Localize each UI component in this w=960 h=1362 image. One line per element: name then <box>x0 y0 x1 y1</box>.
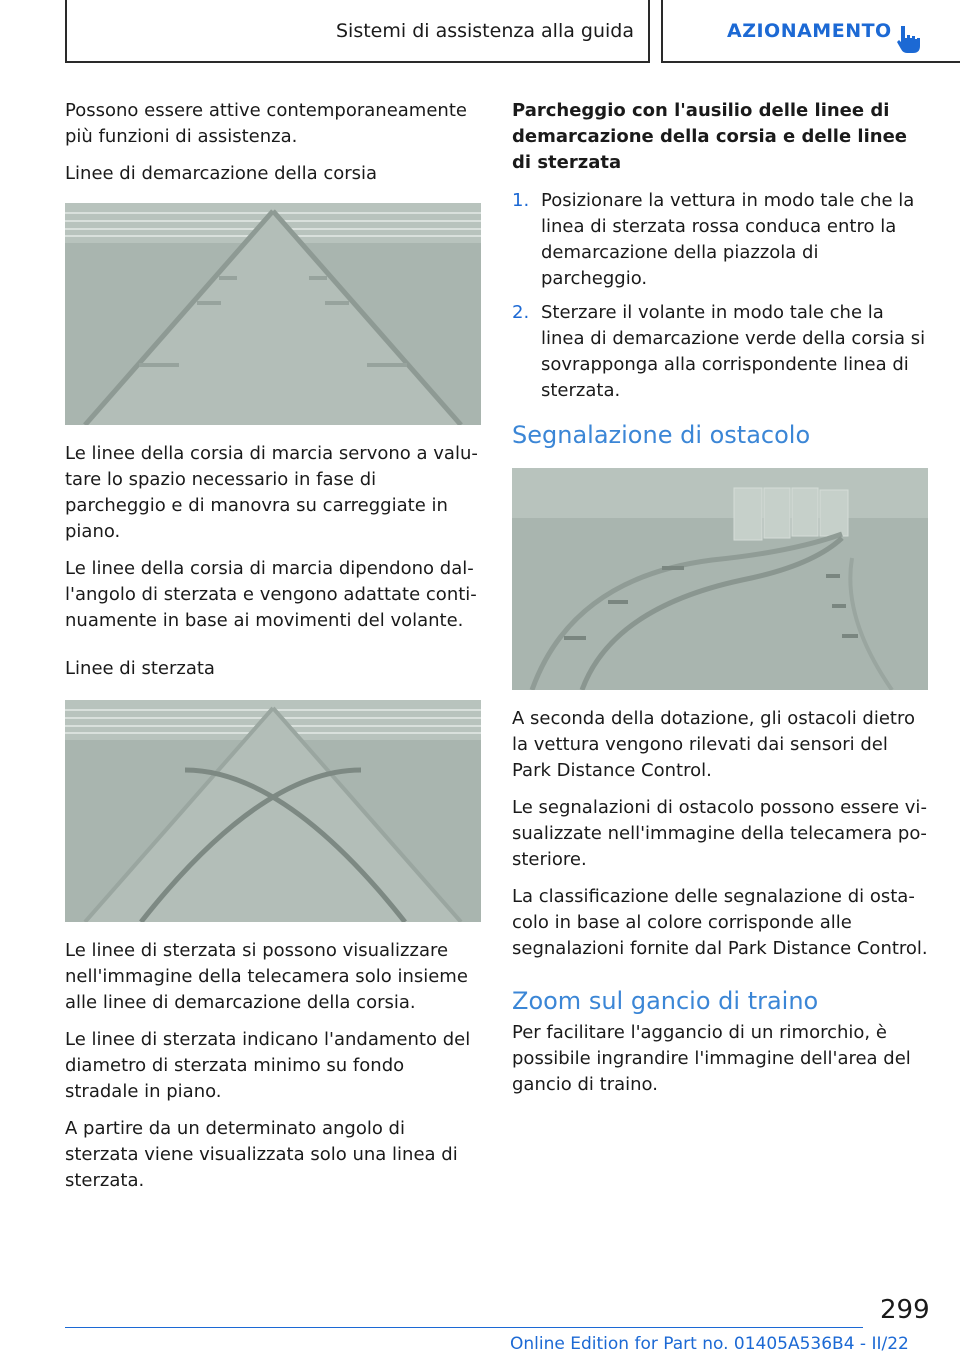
intro-paragraph: Possono essere attive contemporaneamente più funzioni di assistenza. <box>65 100 467 147</box>
list-item <box>512 188 928 292</box>
parking-heading: Parcheggio con l'ausilio delle linee di demarcazione della corsia e delle linee di sterzata <box>512 100 907 173</box>
step-text: Sterzare il volante in modo tale che la linea di demarcazione verde della corsia si sovrapponga alla corrispondente linea di sterzata. <box>541 302 926 401</box>
left-column <box>65 98 481 1205</box>
pointing-hand-icon <box>895 24 921 54</box>
steering-lines-paragraph-3: A partire da un determinato angolo di sterzata viene visualizzata solo una linea di sterzata. <box>65 1118 458 1191</box>
zoom-heading: Zoom sul gancio di traino <box>512 987 819 1015</box>
lane-lines-paragraph-2: Le linee della corsia di marcia dipendono dall'angolo di sterzata e vengono adattate continuamente in base ai movimenti del volante. <box>65 558 477 631</box>
header-section-title: Sistemi di assistenza alla guida <box>335 19 634 42</box>
lane-lines-heading: Linee di demarcazione della corsia <box>65 163 378 184</box>
parking-steps-list <box>512 188 928 404</box>
page-number: 299 <box>880 1295 930 1325</box>
obstacle-heading: Segnalazione di ostacolo <box>512 421 811 449</box>
footer-divider <box>65 1327 863 1328</box>
header-chapter-title: AZIONAMENTO <box>727 19 892 42</box>
zoom-paragraph: Per facilitare l'aggancio di un rimorchio, è possibile ingrandire l'immagine dell'area del gancio di traino. <box>512 1022 911 1095</box>
obstacle-paragraph-2: Le segnalazioni di ostacolo possono essere visualizzate nell'immagine della telecamera posteriore. <box>512 797 927 870</box>
step-text: Posizionare la vettura in modo tale che la linea di sterzata rossa conduca entro la demarcazione della piazzola di parcheggio. <box>541 190 915 289</box>
footer-edition: Online Edition for Part no. 01405A536B4 - II/22 <box>510 1334 909 1354</box>
steering-lines-paragraph-1: Le linee di sterzata si possono visualizzare nell'immagine della telecamera solo insieme alle linee di demarcazione della corsia. <box>65 940 468 1013</box>
lane-lines-paragraph-1: Le linee della corsia di marcia servono a valutare lo spazio necessario in fase di parcheggio e di manovra su carreggiate in piano. <box>65 443 478 542</box>
steering-lines-heading: Linee di sterzata <box>65 658 215 679</box>
obstacle-paragraph-3: La classificazione delle segnalazione di ostacolo in base al colore corrisponde alle segnalazioni fornite dal Park Distance Control. <box>512 886 928 959</box>
right-column <box>512 98 928 1109</box>
lane-lines-figure <box>65 203 481 425</box>
steering-lines-paragraph-2: Le linee di sterzata indicano l'andamento del diametro di sterzata minimo su fondo stradale in piano. <box>65 1029 471 1102</box>
steering-lines-figure <box>65 700 481 922</box>
obstacle-paragraph-1: A seconda della dotazione, gli ostacoli dietro la vettura vengono rilevati dai sensori del Park Distance Control. <box>512 708 915 781</box>
list-item <box>512 300 928 404</box>
header-section-tab <box>65 0 650 63</box>
step-number: 2. <box>512 302 530 323</box>
step-number: 1. <box>512 190 530 211</box>
obstacle-figure <box>512 468 928 690</box>
